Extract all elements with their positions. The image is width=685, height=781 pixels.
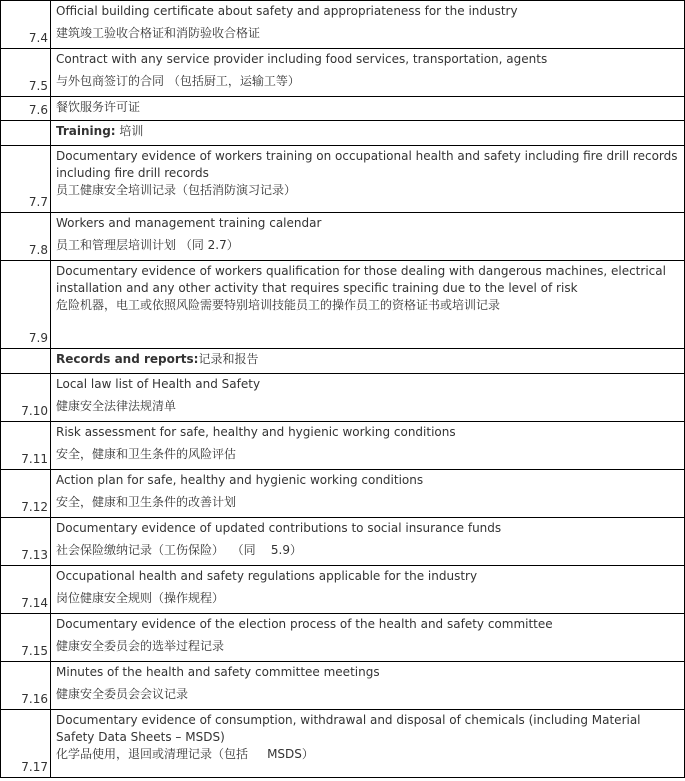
table-row <box>1 566 685 614</box>
item-text-zh: 与外包商签订的合同 （包括厨工，运输工等） <box>56 74 300 88</box>
item-text-en: Risk assessment for safe, healthy and hygienic working conditions <box>56 425 456 439</box>
item-text-en: Contract with any service provider including food services, transportation, agents <box>56 52 548 66</box>
section-heading <box>51 121 685 146</box>
section-heading <box>51 349 685 374</box>
item-text-en: Local law list of Health and Safety <box>56 377 261 391</box>
table-row <box>1 374 685 422</box>
table-row <box>1 1 685 49</box>
item-number: 7.14 <box>1 566 51 614</box>
item-text-zh: 健康安全委员会的选举过程记录 <box>56 639 225 653</box>
item-number: 7.4 <box>1 1 51 49</box>
table-row <box>1 97 685 121</box>
section-number-cell <box>1 121 51 146</box>
item-description <box>51 49 685 97</box>
item-description <box>51 1 685 49</box>
item-description <box>51 97 685 121</box>
item-description <box>51 146 685 213</box>
item-text-zh: 危险机器，电工或依照风险需要特别培训技能员工的操作员工的资格证书或培训记录 <box>56 298 501 312</box>
item-text-zh: 餐饮服务许可证 <box>56 100 141 114</box>
table-row <box>1 662 685 710</box>
item-text-en: Official building certificate about safety and appropriateness for the industry <box>56 4 518 18</box>
item-text-zh: 安全，健康和卫生条件的风险评估 <box>56 447 237 461</box>
section-label-zh: 记录和报告 <box>198 352 259 366</box>
item-number: 7.11 <box>1 422 51 470</box>
item-text-en: Documentary evidence of updated contributions to social insurance funds <box>56 521 502 535</box>
table-row <box>1 470 685 518</box>
item-text-en: Documentary evidence of the election process of the health and safety committee <box>56 617 553 631</box>
item-number: 7.12 <box>1 470 51 518</box>
item-number: 7.15 <box>1 614 51 662</box>
item-description <box>51 614 685 662</box>
item-number: 7.7 <box>1 146 51 213</box>
item-number: 7.9 <box>1 261 51 349</box>
table-row <box>1 213 685 261</box>
item-description <box>51 213 685 261</box>
item-description <box>51 422 685 470</box>
item-text-en: Minutes of the health and safety committee meetings <box>56 665 380 679</box>
item-text-en: Documentary evidence of consumption, withdrawal and disposal of chemicals (including Material Safety Data Sheets – MSDS) <box>56 713 641 744</box>
section-row <box>1 349 685 374</box>
item-text-zh: 社会保险缴纳记录（工伤保险） （同 5.9） <box>56 543 302 557</box>
item-number: 7.13 <box>1 518 51 566</box>
item-text-en: Documentary evidence of workers training on occupational health and safety including fire drill records including fire drill records <box>56 149 678 180</box>
item-text-en: Workers and management training calendar <box>56 216 322 230</box>
item-text-zh: 健康安全委员会会议记录 <box>56 687 189 701</box>
item-number: 7.8 <box>1 213 51 261</box>
item-number: 7.10 <box>1 374 51 422</box>
table-row <box>1 49 685 97</box>
item-description <box>51 662 685 710</box>
section-number-cell <box>1 349 51 374</box>
section-label: Training: <box>56 124 116 138</box>
section-row <box>1 121 685 146</box>
table-row <box>1 518 685 566</box>
item-description <box>51 374 685 422</box>
item-text-zh: 员工健康安全培训记录（包括消防演习记录） <box>56 183 297 197</box>
item-text-zh: 岗位健康安全规则（操作规程） <box>56 591 225 605</box>
item-description <box>51 261 685 349</box>
item-number: 7.6 <box>1 97 51 121</box>
item-text-zh: 建筑竣工验收合格证和消防验收合格证 <box>56 26 261 40</box>
item-number: 7.17 <box>1 710 51 778</box>
item-text-zh: 健康安全法律法规清单 <box>56 399 177 413</box>
item-description <box>51 470 685 518</box>
table-row <box>1 710 685 778</box>
item-text-zh: 员工和管理层培训计划 （同 2.7） <box>56 238 239 252</box>
table-row <box>1 614 685 662</box>
item-number: 7.16 <box>1 662 51 710</box>
item-number: 7.5 <box>1 49 51 97</box>
table-row <box>1 146 685 213</box>
item-text-en: Documentary evidence of workers qualification for those dealing with dangerous machines, electrical installation and any other activity that requires specific training due to the level of risk <box>56 264 666 295</box>
item-text-en: Occupational health and safety regulations applicable for the industry <box>56 569 478 583</box>
item-description <box>51 518 685 566</box>
item-text-zh: 安全，健康和卫生条件的改善计划 <box>56 495 237 509</box>
table-row <box>1 261 685 349</box>
item-text-zh: 化学品使用，退回或清理记录（包括 MSDS） <box>56 747 314 761</box>
table-row <box>1 422 685 470</box>
item-description <box>51 710 685 778</box>
section-label: Records and reports: <box>56 352 199 366</box>
item-description <box>51 566 685 614</box>
item-text-en: Action plan for safe, healthy and hygienic working conditions <box>56 473 424 487</box>
section-label-zh: 培训 <box>119 124 144 138</box>
